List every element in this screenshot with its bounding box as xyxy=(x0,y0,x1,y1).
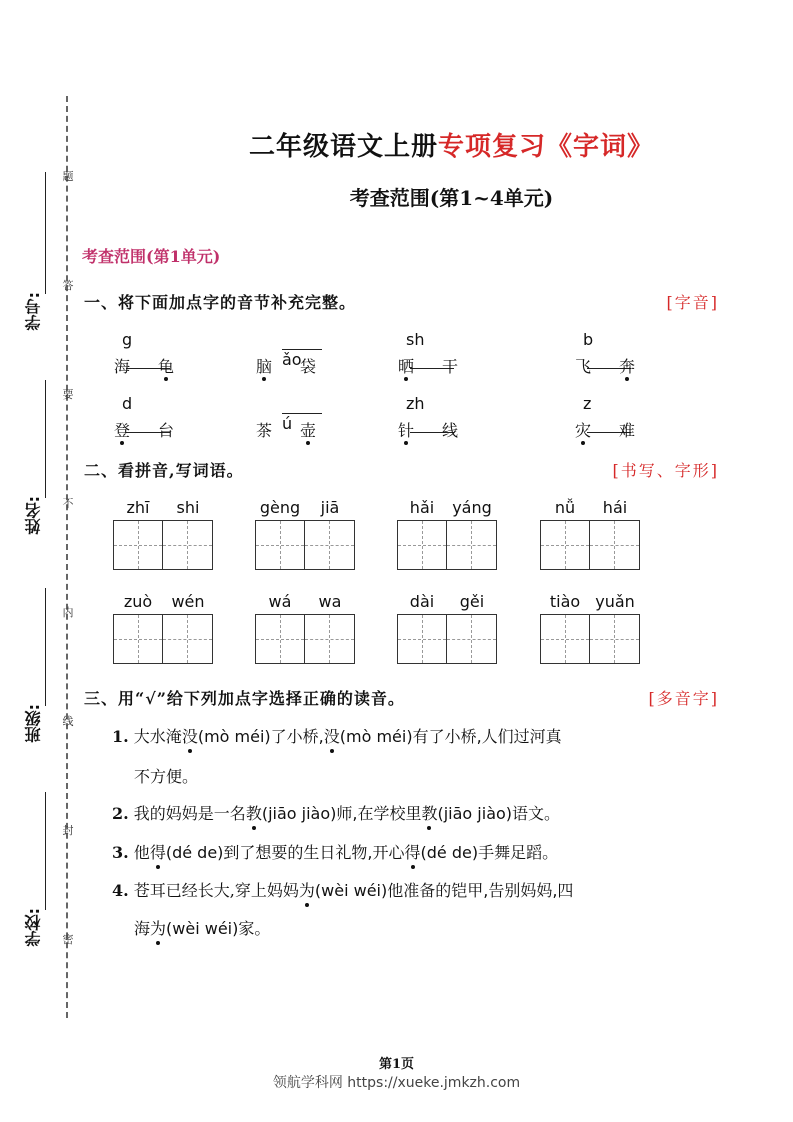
pinyin-prefix: sh xyxy=(406,330,425,349)
word-char: 袋 xyxy=(300,357,317,376)
word-char: 灾 xyxy=(575,421,592,440)
school-line[interactable] xyxy=(45,792,46,910)
pinyin-options[interactable]: (dé de)手舞足蹈。 xyxy=(420,843,559,862)
footer-watermark: 领航学科网 https://xueke.jmkzh.com xyxy=(272,1075,521,1091)
writing-cell[interactable] xyxy=(163,614,213,664)
binding-char: 不 xyxy=(62,497,74,510)
word-char: 台 xyxy=(158,421,175,440)
word-char: 茶 xyxy=(256,421,273,440)
answer-blank[interactable] xyxy=(282,394,322,414)
pinyin-syllable: wá xyxy=(268,592,292,611)
pinyin-syllable: tiào xyxy=(549,592,581,611)
writing-cell[interactable] xyxy=(397,520,447,570)
text: 海 xyxy=(134,919,151,938)
dotted-char: 教 xyxy=(246,801,262,824)
q3-line-2 xyxy=(112,801,560,824)
pinyin-syllable: zhī xyxy=(126,498,150,517)
pinyin-syllable: zuò xyxy=(123,592,153,611)
item-number: 2. xyxy=(112,804,129,823)
class-label: 班级: xyxy=(24,704,43,743)
pinyin-syllable: yuǎn xyxy=(595,592,635,611)
pinyin-syllable: shi xyxy=(176,498,200,517)
writing-cell[interactable] xyxy=(163,520,213,570)
q1-tag: [字音] xyxy=(666,293,719,312)
pinyin-options[interactable]: (wèi wéi)他准备的铠甲,告别妈妈,四 xyxy=(314,881,574,900)
writing-cell[interactable] xyxy=(305,614,355,664)
q3-heading: 三、用“√”给下列加点字选择正确的读音。 xyxy=(84,689,405,708)
item-number: 4. xyxy=(112,881,129,900)
text: 他 xyxy=(133,843,150,862)
word-char: 脑 xyxy=(256,357,273,376)
scope-label: 考查范围(第1单元) xyxy=(82,247,221,266)
word-char: 线 xyxy=(442,421,459,440)
dotted-char: 教 xyxy=(421,801,437,824)
q3-tag: [多音字] xyxy=(648,689,719,708)
emphasis-dot xyxy=(306,441,310,445)
q3-line-4 xyxy=(112,878,573,901)
dotted-char: 没 xyxy=(182,724,198,747)
title-black: 二年级语文上册 xyxy=(248,132,438,162)
word-char: 奔 xyxy=(619,357,636,376)
binding-char: 密 xyxy=(62,933,74,946)
pinyin-suffix: ú xyxy=(282,414,293,433)
page-title xyxy=(0,126,793,163)
emphasis-dot xyxy=(404,377,408,381)
pinyin-suffix: ǎo xyxy=(282,350,302,369)
pinyin-options[interactable]: (dé de)到了想要的生日礼物,开心 xyxy=(165,843,405,862)
binding-char: 封 xyxy=(62,824,74,837)
word-char: 难 xyxy=(619,421,636,440)
word-char: 飞 xyxy=(575,357,592,376)
emphasis-dot xyxy=(120,441,124,445)
pinyin-prefix: b xyxy=(583,330,594,349)
pinyin-syllable: nǚ xyxy=(554,498,576,517)
emphasis-dot xyxy=(404,441,408,445)
emphasis-dot xyxy=(262,377,266,381)
dotted-char: 为 xyxy=(299,878,315,901)
writing-cell[interactable] xyxy=(590,520,640,570)
q1-heading: 一、将下面加点字的音节补充完整。 xyxy=(84,293,357,312)
name-line[interactable] xyxy=(45,380,46,498)
pinyin-options[interactable]: (jiāo jiào)语文。 xyxy=(437,804,561,823)
pinyin-options[interactable]: (mò méi)了小桥, xyxy=(197,727,324,746)
pinyin-syllable: hǎi xyxy=(409,498,435,517)
school-label: 学校: xyxy=(24,908,43,947)
pinyin-syllable: gèng xyxy=(259,498,301,517)
writing-cell[interactable] xyxy=(447,520,497,570)
text: 苍耳已经长大,穿上妈妈 xyxy=(133,881,299,900)
emphasis-dot xyxy=(581,441,585,445)
writing-cell[interactable] xyxy=(590,614,640,664)
pinyin-syllable: wén xyxy=(171,592,205,611)
word-char: 针 xyxy=(398,421,415,440)
pinyin-syllable: gěi xyxy=(459,592,485,611)
writing-cell[interactable] xyxy=(255,614,305,664)
q3-line-1b: 不方便。 xyxy=(134,767,199,786)
text: 大水淹 xyxy=(133,727,182,746)
word-char: 龟 xyxy=(158,357,175,376)
dotted-char: 得 xyxy=(405,840,421,863)
pinyin-prefix: zh xyxy=(406,394,425,413)
writing-cell[interactable] xyxy=(397,614,447,664)
writing-cell[interactable] xyxy=(305,520,355,570)
pinyin-options[interactable]: (mò méi)有了小桥,人们过河真 xyxy=(339,727,562,746)
emphasis-dot xyxy=(625,377,629,381)
pinyin-syllable: hái xyxy=(602,498,628,517)
pinyin-syllable: yáng xyxy=(452,498,492,517)
q3-line-1 xyxy=(112,724,562,747)
writing-cell[interactable] xyxy=(540,520,590,570)
word-char: 海 xyxy=(114,357,131,376)
binding-dashed-line xyxy=(66,96,68,1018)
binding-char: 答 xyxy=(62,279,74,292)
pinyin-syllable: wa xyxy=(318,592,342,611)
writing-cell[interactable] xyxy=(113,614,163,664)
pinyin-options[interactable]: (jiāo jiào)师,在学校里 xyxy=(261,804,422,823)
dotted-char: 为 xyxy=(150,916,166,939)
word-char: 壶 xyxy=(300,421,317,440)
pinyin-prefix: z xyxy=(583,394,592,413)
writing-cell[interactable] xyxy=(447,614,497,664)
q2-tag: [书写、字形] xyxy=(612,461,719,480)
name-label: 姓名: xyxy=(24,496,43,535)
word-char: 晒 xyxy=(398,357,415,376)
pinyin-prefix: g xyxy=(122,330,133,349)
dotted-char: 没 xyxy=(324,724,340,747)
item-number: 3. xyxy=(112,843,129,862)
pinyin-syllable: dài xyxy=(409,592,435,611)
dotted-char: 得 xyxy=(150,840,166,863)
emphasis-dot xyxy=(164,377,168,381)
pinyin-prefix: d xyxy=(122,394,133,413)
binding-char: 线 xyxy=(62,715,74,728)
writing-cell[interactable] xyxy=(255,520,305,570)
q3-line-3 xyxy=(112,840,558,863)
title-red: 专项复习《字词》 xyxy=(438,132,655,162)
answer-blank[interactable] xyxy=(282,330,322,350)
word-char: 干 xyxy=(442,357,459,376)
text: 我的妈妈是一名 xyxy=(133,804,246,823)
pinyin-syllable: jiā xyxy=(320,498,340,517)
page-number: 第1页 xyxy=(378,1057,415,1072)
writing-cell[interactable] xyxy=(540,614,590,664)
class-line[interactable] xyxy=(45,588,46,706)
binding-char: 要 xyxy=(62,388,74,401)
q2-heading: 二、看拼音,写词语。 xyxy=(84,461,244,480)
student-id-label: 学号: xyxy=(24,292,43,331)
binding-char: 内 xyxy=(62,606,74,619)
writing-cell[interactable] xyxy=(113,520,163,570)
pinyin-options[interactable]: (wèi wéi)家。 xyxy=(166,919,271,938)
item-number: 1. xyxy=(112,727,129,746)
binding-char: 题 xyxy=(62,170,74,183)
q3-line-4b xyxy=(134,916,270,939)
page-subtitle: 考查范围(第1~4单元) xyxy=(349,186,554,210)
word-char: 登 xyxy=(114,421,131,440)
